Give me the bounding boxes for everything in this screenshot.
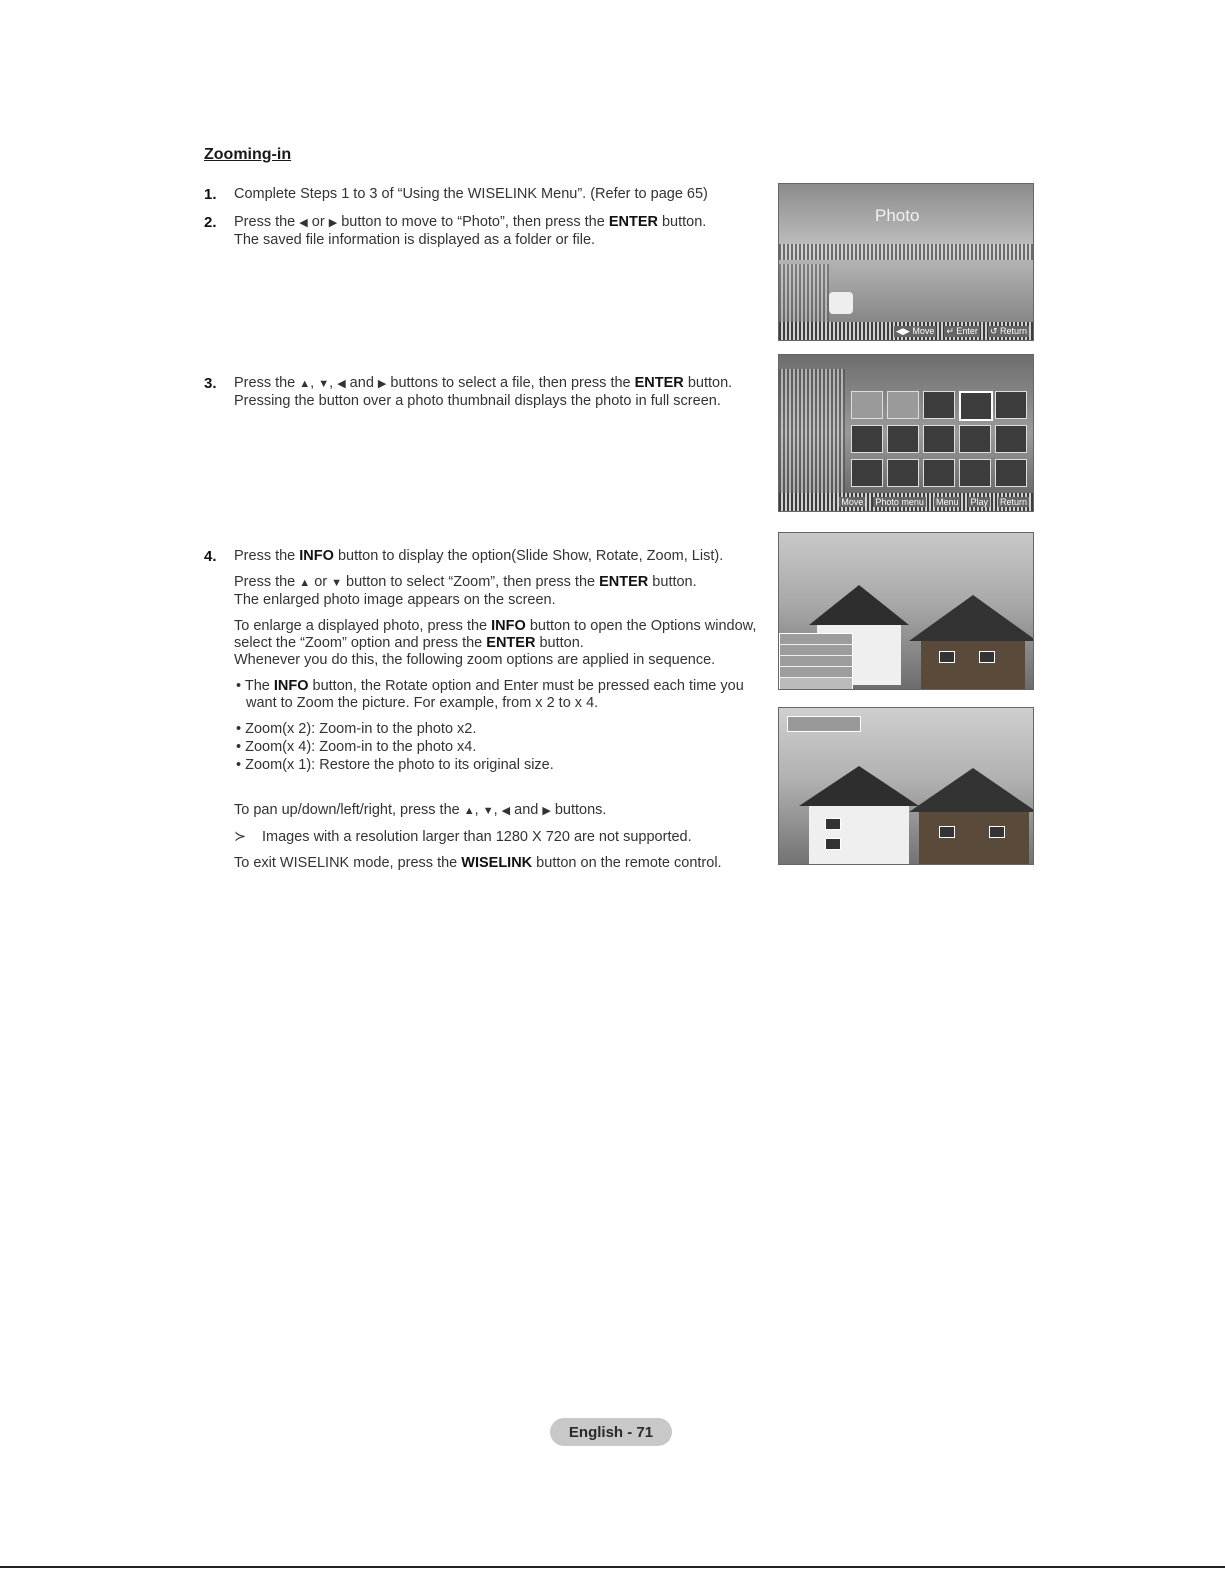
down-arrow-icon: ▼	[482, 805, 494, 817]
step-subtext: Whenever you do this, the following zoom options are applied in sequence.	[234, 652, 716, 668]
right-arrow-icon: ▶	[377, 378, 387, 390]
photo-thumbnail	[995, 391, 1027, 419]
up-arrow-icon: ▲	[463, 805, 475, 817]
stripe-band	[779, 244, 1034, 260]
window	[939, 651, 955, 663]
bottom-rule	[0, 1566, 1225, 1568]
photo-thumbnail	[923, 391, 955, 419]
up-arrow-icon: ▲	[299, 378, 311, 390]
note: ≻ Images with a resolution larger than 1280 X 720 are not supported.	[234, 829, 692, 845]
right-arrow-icon: ▶	[542, 805, 551, 817]
window	[825, 818, 841, 830]
note-icon: ≻	[234, 829, 247, 845]
left-arrow-icon: ◀	[501, 805, 511, 817]
option-row	[780, 634, 852, 645]
house-roof	[799, 766, 919, 806]
page-number-badge: English - 71	[550, 1418, 672, 1446]
photo-thumbnail-selected	[959, 391, 993, 421]
left-arrow-icon: ◀	[299, 217, 308, 229]
down-arrow-icon: ▼	[331, 577, 343, 589]
folder-thumbnail	[887, 391, 919, 419]
option-row	[780, 656, 852, 667]
photo-thumbnail	[995, 459, 1027, 487]
photo-thumbnail	[959, 425, 991, 453]
step-4	[204, 548, 764, 877]
pan-instruction: To pan up/down/left/right, press the ▲, ▼, ◀ and ▶ buttons.	[234, 802, 607, 818]
exit-instruction: To exit WISELINK mode, press the WISELINK button on the remote control.	[234, 855, 722, 871]
step-number: 2.	[204, 214, 217, 231]
screenshot-thumbnail-grid	[778, 354, 1034, 512]
options-window	[779, 633, 853, 690]
down-arrow-icon: ▼	[318, 378, 330, 390]
step-subtext: The enlarged photo image appears on the screen.	[234, 592, 556, 608]
photo-icon	[829, 292, 853, 314]
step-3	[204, 375, 732, 415]
photo-thumbnail	[887, 425, 919, 453]
step-text: Complete Steps 1 to 3 of “Using the WISELINK Menu”. (Refer to page 65)	[234, 186, 708, 202]
step-subtext: The saved file information is displayed as a folder or file.	[234, 232, 596, 248]
list-item: • Zoom(x 1): Restore the photo to its original size.	[234, 757, 764, 774]
option-row	[780, 667, 852, 678]
photo-thumbnail	[851, 459, 883, 487]
screenshot-photo-menu	[778, 183, 1034, 341]
step-number: 4.	[204, 548, 217, 565]
window	[989, 826, 1005, 838]
window	[979, 651, 995, 663]
menu-title: Photo	[875, 206, 920, 225]
step-subtext: Pressing the button over a photo thumbnail displays the photo in full screen.	[234, 393, 721, 409]
section-title: Zooming-in	[204, 146, 292, 163]
option-row	[780, 645, 852, 656]
zoom-options-list	[234, 721, 764, 774]
house-wall	[919, 812, 1029, 864]
screenshot-zoomed-photo	[778, 707, 1034, 865]
up-arrow-icon: ▲	[299, 577, 311, 589]
photo-thumbnail	[959, 459, 991, 487]
step-1	[204, 186, 708, 208]
step-text: Press the INFO button to display the option(Slide Show, Rotate, Zoom, List).	[234, 548, 724, 564]
list-item: • The INFO button, the Rotate option and Enter must be pressed each time you want to Zoom the picture. For example, from x 2 to x 4.	[234, 678, 764, 712]
list-item: • Zoom(x 4): Zoom-in to the photo x4.	[234, 739, 764, 756]
photo-thumbnail	[851, 425, 883, 453]
photo-thumbnail	[995, 425, 1027, 453]
step-subtext: Press the ▲ or ▼ button to select “Zoom”, then press the ENTER button.	[234, 574, 697, 590]
step-text: Press the ▲, ▼, ◀ and ▶ buttons to select a file, then press the ENTER button.	[234, 375, 733, 391]
house-wall	[809, 806, 909, 864]
right-arrow-icon: ▶	[328, 217, 338, 229]
step-subtext: select the “Zoom” option and press the ENTER button.	[234, 635, 584, 651]
house-roof	[909, 768, 1034, 812]
house-wall	[921, 641, 1025, 690]
left-arrow-icon: ◀	[337, 378, 346, 390]
house-roof	[809, 585, 909, 625]
step-2	[204, 214, 706, 254]
osd-help-bar: Move Photo menu Menu Play Return	[779, 493, 1033, 511]
step-number: 1.	[204, 186, 217, 203]
step-number: 3.	[204, 375, 217, 392]
osd-help-bar: ◀▶ Move ↵ Enter ↺ Return	[779, 322, 1033, 340]
house-roof	[909, 595, 1034, 641]
stripe-band	[779, 264, 829, 324]
step-subtext: To enlarge a displayed photo, press the INFO button to open the Options window,	[234, 618, 757, 634]
info-bullet-list	[234, 678, 764, 712]
photo-thumbnail	[887, 459, 919, 487]
step-text: Press the ◀ or ▶ button to move to “Photo”, then press the ENTER button.	[234, 214, 707, 230]
window	[939, 826, 955, 838]
window	[825, 838, 841, 850]
screenshot-photo-options	[778, 532, 1034, 690]
photo-thumbnail	[923, 425, 955, 453]
folder-thumbnail	[851, 391, 883, 419]
sidebar-panel	[779, 369, 845, 495]
photo-thumbnail	[923, 459, 955, 487]
zoom-indicator	[787, 716, 861, 732]
list-item: • Zoom(x 2): Zoom-in to the photo x2.	[234, 721, 764, 738]
